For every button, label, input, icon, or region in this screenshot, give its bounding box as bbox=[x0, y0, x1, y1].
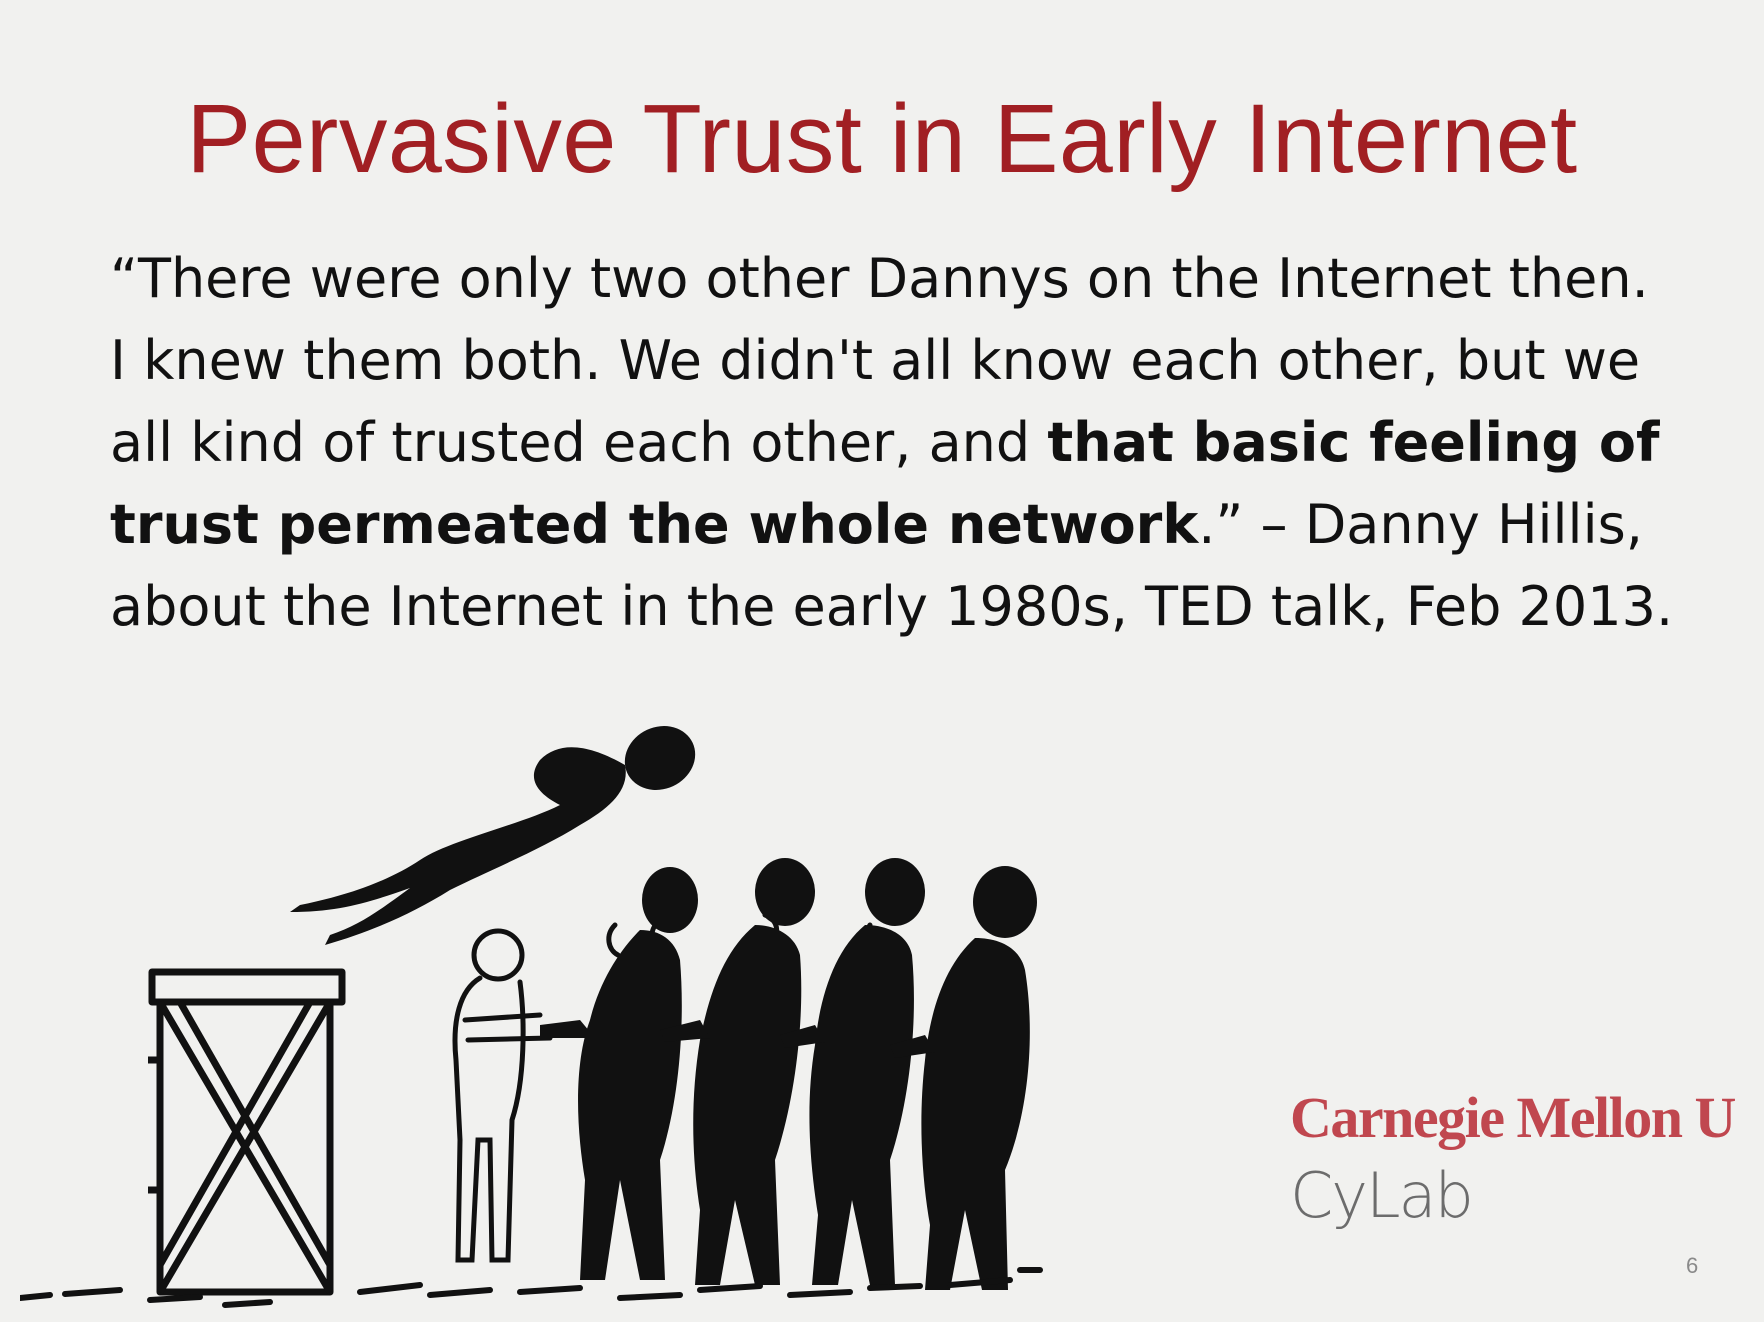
quote-line-4 bbox=[110, 484, 1730, 566]
quote-line-2: I knew them both. We didn't all know each other, but we bbox=[110, 329, 1641, 392]
carnegie-mellon-logo: Carnegie Mellon U bbox=[1290, 1085, 1735, 1150]
platform bbox=[148, 972, 342, 1292]
quote-emphasis-2: trust permeated the whole network bbox=[110, 493, 1199, 556]
quote-line-1: “There were only two other Dannys on the Internet then. bbox=[110, 247, 1649, 310]
diving-figure bbox=[290, 720, 706, 945]
quote-line-3 bbox=[110, 402, 1730, 484]
quote-block bbox=[110, 238, 1730, 648]
cylab-logo: CyLab bbox=[1290, 1159, 1472, 1232]
page-number: 6 bbox=[1686, 1253, 1699, 1278]
slide-title: Pervasive Trust in Early Internet bbox=[186, 84, 1578, 193]
quote-attribution: .” – Danny Hillis, bbox=[1198, 493, 1643, 556]
quote-line-3-text: all kind of trusted each other, and bbox=[110, 411, 1048, 474]
trust-fall-illustration bbox=[20, 720, 1190, 1322]
quote-line-5: about the Internet in the early 1980s, TED talk, Feb 2013. bbox=[110, 575, 1674, 638]
quote-emphasis-1: that basic feeling of bbox=[1047, 411, 1660, 474]
